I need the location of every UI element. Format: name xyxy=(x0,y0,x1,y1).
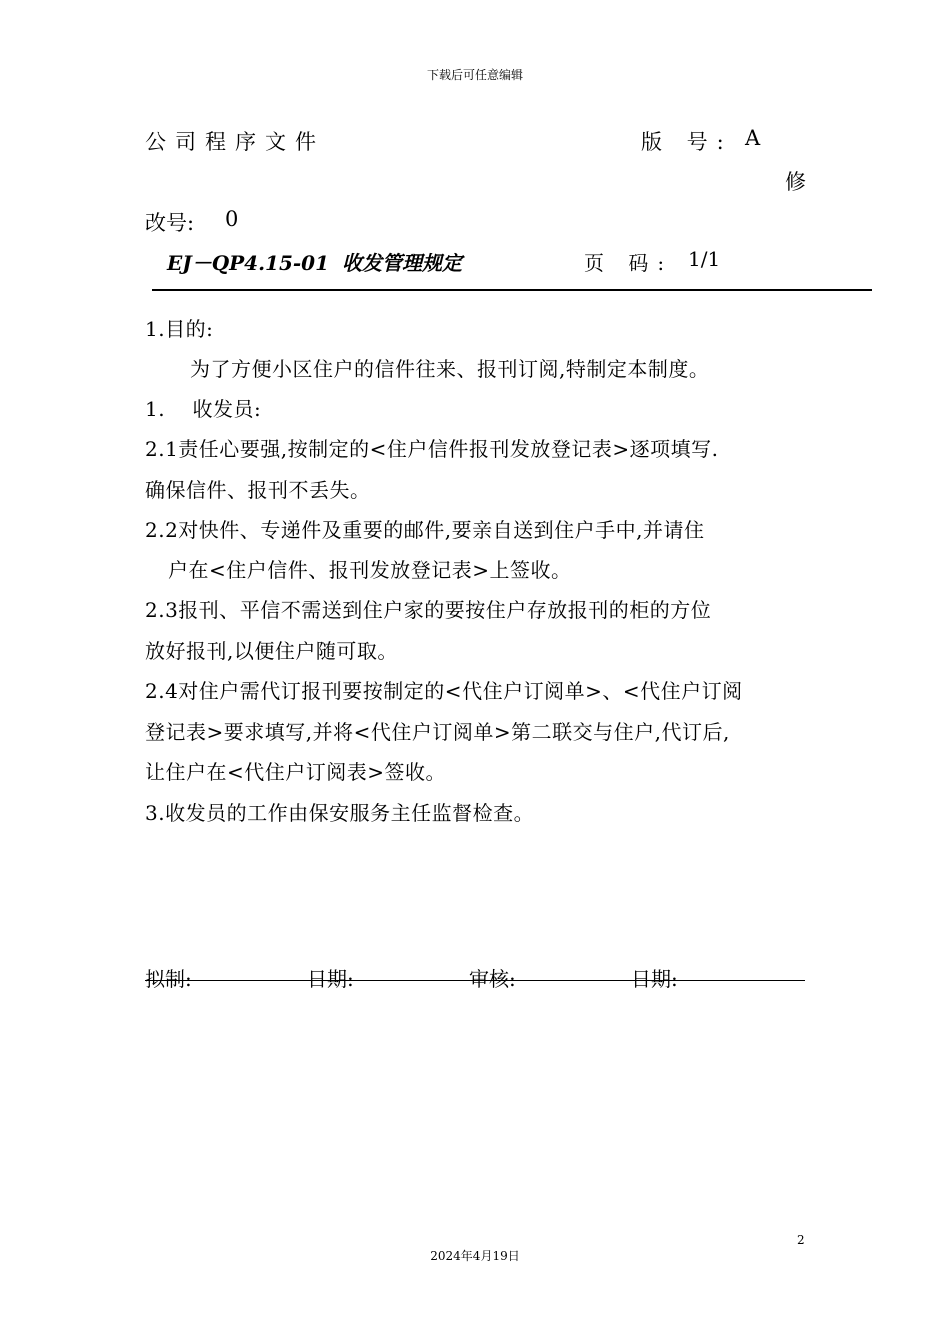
revision-label-part2: 改号: xyxy=(145,211,195,235)
rule-2-4-line1: 2.4对住户需代订报刊要按制定的<代住户订阅单>、<代住户订阅 xyxy=(145,679,743,703)
drafted-by-label: 拟制: xyxy=(145,967,192,991)
rule-2-4-line2: 登记表>要求填写,并将<代住户订阅单>第二联交与住户,代订后, xyxy=(145,720,730,744)
rule-2-1-line1: 2.1责任心要强,按制定的<住户信件报刊发放登记表>逐项填写. xyxy=(145,437,719,461)
purpose-text: 为了方便小区住户的信件往来、报刊订阅,特制定本制度。 xyxy=(190,357,710,381)
page-value: 1/1 xyxy=(688,247,721,271)
company-doc-title: 公司程序文件 xyxy=(145,130,325,154)
rule-2-3-line2: 放好报刊,以便住户随可取。 xyxy=(145,639,398,663)
page-label: 页 码: xyxy=(584,251,674,275)
version-label: 版 号: xyxy=(641,130,733,154)
rule-2-1-line2: 确保信件、报刊不丢失。 xyxy=(145,478,371,502)
rule-2-2-line2: 户在<住户信件、报刊发放登记表>上签收。 xyxy=(168,558,572,582)
signature-line xyxy=(145,980,805,981)
footer-date: 2024年4月19日 xyxy=(430,1249,520,1263)
revision-label-part1: 修 xyxy=(785,170,806,194)
purpose-heading: 1.目的: xyxy=(145,317,214,341)
rule-2-4-line3: 让住户在<代住户订阅表>签收。 xyxy=(145,760,447,784)
page-number: 2 xyxy=(797,1233,805,1247)
header-divider xyxy=(152,289,872,291)
supervision-rule: 3.收发员的工作由保安服务主任监督检查。 xyxy=(145,801,535,825)
clerk-heading: 1. 收发员: xyxy=(145,397,262,421)
version-value: A xyxy=(745,126,761,150)
date-label-1: 日期: xyxy=(307,967,354,991)
rule-2-3-line1: 2.3报刊、平信不需送到住户家的要按住户存放报刊的柜的方位 xyxy=(145,598,712,622)
revision-value: 0 xyxy=(225,207,239,231)
rule-2-2-line1: 2.2对快件、专递件及重要的邮件,要亲自送到住户手中,并请住 xyxy=(145,518,705,542)
download-note: 下载后可任意编辑 xyxy=(426,68,523,82)
doc-code: EJ－QP4.15-01 xyxy=(167,251,330,275)
doc-title: 收发管理规定 xyxy=(342,251,462,275)
reviewed-by-label: 审核: xyxy=(469,967,516,991)
date-label-2: 日期: xyxy=(631,967,678,991)
